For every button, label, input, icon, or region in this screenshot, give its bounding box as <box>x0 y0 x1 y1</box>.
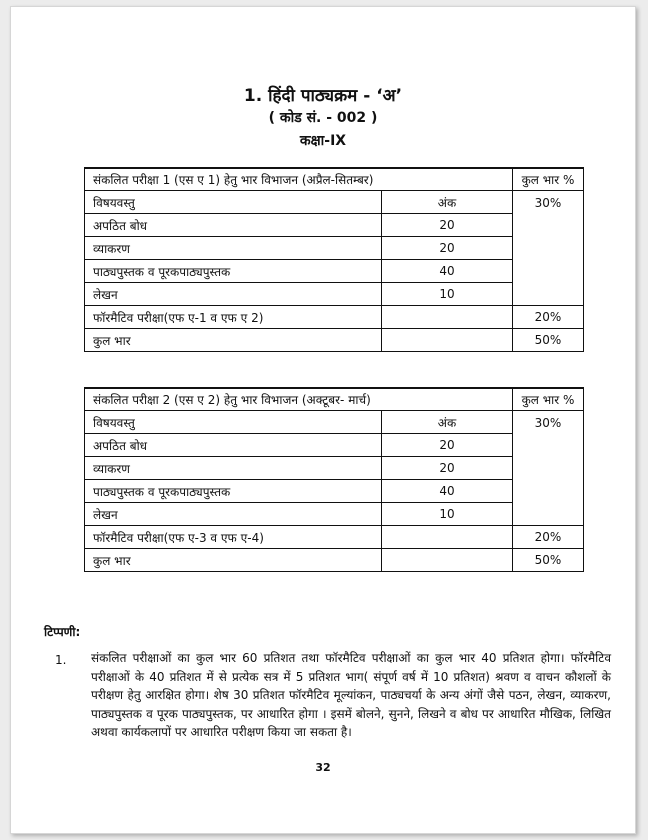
formative-label: फॉरमैटिव परीक्षा(एफ ए-3 व एफ ए-4) <box>85 526 382 549</box>
row-marks: 20 <box>382 237 513 260</box>
table-header-row <box>85 388 584 411</box>
row-subject: अपठित बोध <box>85 434 382 457</box>
total-label: कुल भार <box>85 549 382 572</box>
total-marks-empty <box>382 549 513 572</box>
summative-weight: 30% <box>513 191 584 306</box>
table-row <box>85 283 584 306</box>
total-weight-header: कुल भार % <box>513 388 584 411</box>
row-subject: पाठ्यपुस्तक व पूरकपाठ्यपुस्तक <box>85 480 382 503</box>
row-subject: लेखन <box>85 503 382 526</box>
table-row <box>85 237 584 260</box>
row-marks: 20 <box>382 434 513 457</box>
table-header-row <box>85 168 584 191</box>
formative-marks-empty <box>382 306 513 329</box>
document-page <box>10 6 636 834</box>
table-row <box>85 260 584 283</box>
formative-weight: 20% <box>513 526 584 549</box>
table-row <box>85 480 584 503</box>
total-weight: 50% <box>513 329 584 352</box>
note-text: संकलित परीक्षाओं का कुल भार 60 प्रतिशत तथा फॉरमैटिव परीक्षाओं का कुल भार 40 प्रतिशत होगा। फॉरमैटिव परीक्षाओं के 40 प्रतिशत में से प्रत्येक सत्र में 5 प्रतिशत भाग( संपूर्ण वर्ष में 10 प्रतिशत) श्रवण व वाचन कौशलों के परीक्षण हेतु आरक्षित होगा। शेष 30 प्रतिशत फॉरमैटिव मूल्यांकन, पाठ्यचर्या के अन्य अंगों जैसे पठन, लेखन, व्याकरण, पाठ्यपुस्तक व पूरक पाठ्यपुस्तक, पर आधारित होगा । इसमें बोलने, सुनने, लिखने व बोध पर आधारित मौखिक, लिखित अथवा कार्यकलापों पर आधारित परीक्षण किया जा सकता है। <box>91 651 611 739</box>
row-marks: 40 <box>382 480 513 503</box>
marks-column-header: अंक <box>382 191 513 214</box>
note-number: 1. <box>55 653 67 667</box>
formative-row <box>85 306 584 329</box>
page-number: 32 <box>315 761 331 774</box>
total-row <box>85 329 584 352</box>
row-marks: 10 <box>382 283 513 306</box>
row-marks: 40 <box>382 260 513 283</box>
formative-marks-empty <box>382 526 513 549</box>
notes-heading: टिप्पणी: <box>44 625 81 639</box>
formative-row <box>85 526 584 549</box>
table-heading: संकलित परीक्षा 2 (एस ए 2) हेतु भार विभाजन (अक्टूबर- मार्च) <box>85 388 513 411</box>
total-label: कुल भार <box>85 329 382 352</box>
column-header-row <box>85 411 584 434</box>
page-title: 1. हिंदी पाठ्यक्रम - ‘अ’ <box>243 86 403 106</box>
subject-column-header: विषयवस्तु <box>85 191 382 214</box>
total-weight-header: कुल भार % <box>513 168 584 191</box>
total-weight: 50% <box>513 549 584 572</box>
subject-code: ( कोड सं. - 002 ) <box>268 110 378 126</box>
row-marks: 10 <box>382 503 513 526</box>
row-marks: 20 <box>382 214 513 237</box>
table-heading: संकलित परीक्षा 1 (एस ए 1) हेतु भार विभाजन (अप्रैल-सितम्बर) <box>85 168 513 191</box>
row-subject: व्याकरण <box>85 457 382 480</box>
total-row <box>85 549 584 572</box>
row-subject: लेखन <box>85 283 382 306</box>
subject-column-header: विषयवस्तु <box>85 411 382 434</box>
row-subject: व्याकरण <box>85 237 382 260</box>
column-header-row <box>85 191 584 214</box>
table-row <box>85 503 584 526</box>
row-subject: अपठित बोध <box>85 214 382 237</box>
table-row <box>85 214 584 237</box>
weightage-table-sa2 <box>84 387 584 572</box>
row-marks: 20 <box>382 457 513 480</box>
formative-weight: 20% <box>513 306 584 329</box>
weightage-table-sa1 <box>84 167 584 352</box>
total-marks-empty <box>382 329 513 352</box>
table-row <box>85 434 584 457</box>
summative-weight: 30% <box>513 411 584 526</box>
class-label: कक्षा-IX <box>299 133 347 149</box>
marks-column-header: अंक <box>382 411 513 434</box>
formative-label: फॉरमैटिव परीक्षा(एफ ए-1 व एफ ए 2) <box>85 306 382 329</box>
row-subject: पाठ्यपुस्तक व पूरकपाठ्यपुस्तक <box>85 260 382 283</box>
table-row <box>85 457 584 480</box>
